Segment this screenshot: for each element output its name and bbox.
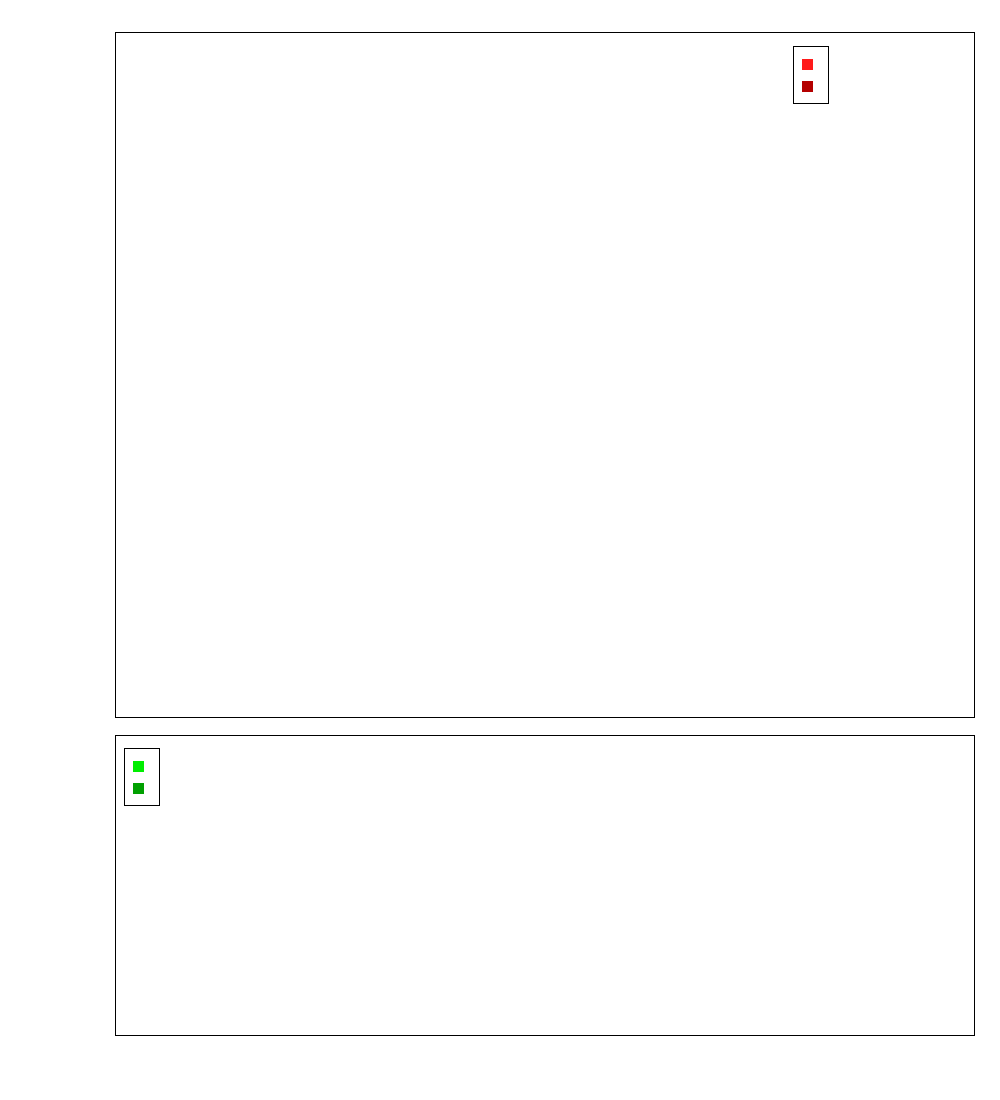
legend-swatch-utilized <box>133 783 144 794</box>
legend-swatch-participation <box>802 59 813 70</box>
incremental-rate-plot <box>115 32 975 718</box>
legend-item-nucleation <box>802 75 820 97</box>
legend-swatch-nucleation <box>802 81 813 92</box>
legend-top <box>793 46 829 104</box>
legend-bottom <box>124 748 160 806</box>
legend-swatch-available <box>133 761 144 772</box>
rupture-count-plot <box>115 735 975 1036</box>
plot-area-bottom <box>116 736 974 1035</box>
plot-area-top <box>116 33 974 717</box>
legend-item-available-ruptures <box>133 755 151 777</box>
legend-item-participation <box>802 53 820 75</box>
legend-item-utilized-ruptures <box>133 777 151 799</box>
